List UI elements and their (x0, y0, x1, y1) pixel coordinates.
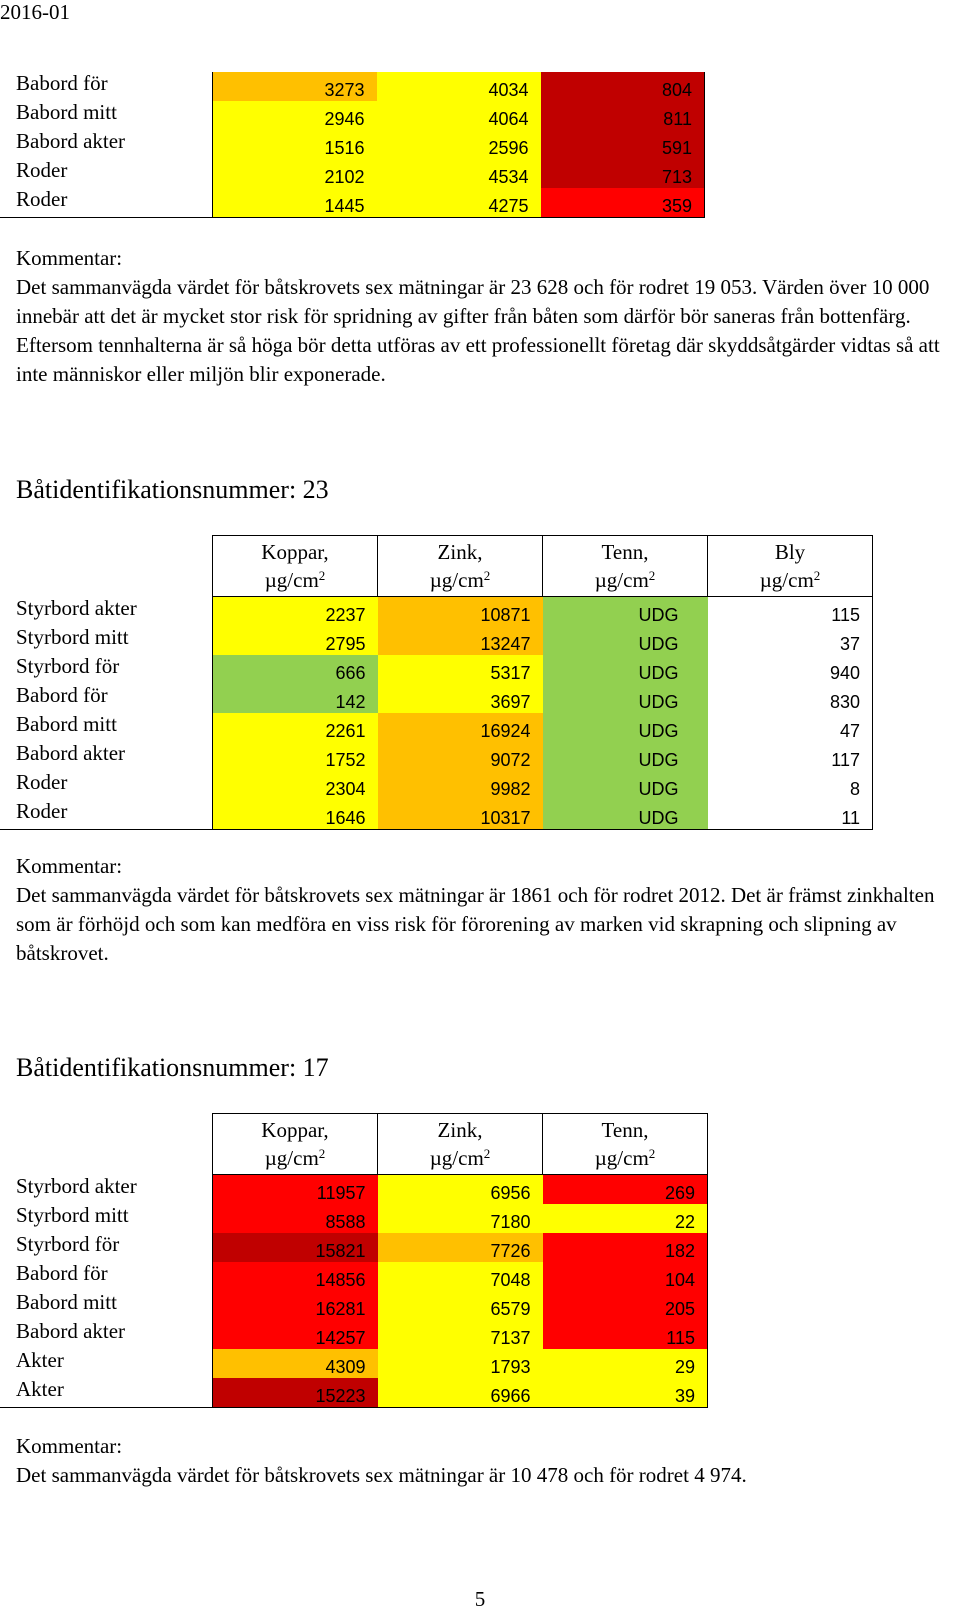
row-label: Styrbord akter (16, 595, 137, 620)
value-cell: 940 (708, 655, 873, 684)
row-label: Babord akter (16, 740, 126, 765)
column-header-unit (708, 566, 872, 594)
value-cell: 3273 (213, 72, 377, 101)
value-cell: 1752 (213, 742, 378, 771)
row-label: Styrbord akter (16, 1173, 137, 1198)
value-cell: 6966 (378, 1378, 543, 1408)
column-header-unit (213, 1144, 377, 1172)
comment-text: Det sammanvägda värdet för båtskrovets sex mätningar är 10 478 och för rodret 4 974. (16, 1463, 747, 1487)
value-cell: 5317 (378, 655, 543, 684)
measurement-table-boat-17 (0, 1113, 708, 1408)
value-cell: 3697 (378, 684, 543, 713)
boat-id-heading-23: Båtidentifikationsnummer: 23 (16, 475, 329, 504)
measurement-table-boat-23 (0, 535, 873, 830)
table-row (0, 1320, 708, 1349)
column-header-name: Zink, (437, 540, 483, 564)
value-cell: UDG (543, 626, 708, 655)
table-row (0, 101, 705, 130)
value-cell: 2261 (213, 713, 378, 742)
comment-block-2 (16, 852, 946, 968)
unit-exponent: 2 (648, 1146, 656, 1161)
value-cell: UDG (543, 800, 708, 830)
unit-exponent: 2 (318, 568, 326, 583)
column-header (378, 536, 543, 597)
value-cell: 14257 (213, 1320, 378, 1349)
row-label: Styrbord mitt (16, 624, 129, 649)
unit-exponent: 2 (318, 1146, 326, 1161)
value-cell: 8588 (213, 1204, 378, 1233)
value-cell: 1793 (378, 1349, 543, 1378)
row-label: Akter (16, 1347, 64, 1372)
row-label: Roder (0, 800, 213, 830)
table-row (0, 1204, 708, 1233)
column-header-name: Koppar, (261, 540, 329, 564)
value-cell: 2237 (213, 597, 378, 626)
value-cell: 37 (708, 626, 873, 655)
value-cell: 4064 (377, 101, 541, 130)
row-label: Babord för (16, 1260, 108, 1285)
row-label: Babord mitt (16, 1289, 117, 1314)
comment-block-1 (16, 244, 946, 389)
value-cell: 16924 (378, 713, 543, 742)
value-cell: 6956 (378, 1175, 543, 1204)
value-cell: 142 (213, 684, 378, 713)
value-cell: 7180 (378, 1204, 543, 1233)
value-cell: 804 (541, 72, 705, 101)
value-cell: 830 (708, 684, 873, 713)
value-cell: 1516 (213, 130, 377, 159)
value-cell: 10317 (378, 800, 543, 830)
column-header-name: Tenn, (601, 540, 649, 564)
column-header-name: Zink, (437, 1118, 483, 1142)
value-cell: 10871 (378, 597, 543, 626)
value-cell: UDG (543, 684, 708, 713)
table-row (0, 1378, 708, 1408)
value-cell: 666 (213, 655, 378, 684)
table-row (0, 159, 705, 188)
value-cell: 4534 (377, 159, 541, 188)
unit-exponent: 2 (483, 1146, 491, 1161)
value-cell: UDG (543, 597, 708, 626)
value-cell: 117 (708, 742, 873, 771)
header-corner (0, 1114, 213, 1175)
value-cell: 1646 (213, 800, 378, 830)
value-cell: 1445 (213, 188, 377, 218)
row-label: Babord för (16, 71, 108, 95)
page-number: 5 (474, 1587, 486, 1611)
value-cell: 7726 (378, 1233, 543, 1262)
value-cell: 2795 (213, 626, 378, 655)
column-header-unit (213, 566, 377, 594)
row-label: Babord mitt (16, 100, 117, 124)
value-cell: 2102 (213, 159, 377, 188)
row-label: Styrbord mitt (16, 1202, 129, 1227)
value-cell: 15223 (213, 1378, 378, 1408)
table-row (0, 626, 873, 655)
value-cell: 115 (543, 1320, 708, 1349)
row-label: Roder (16, 158, 68, 182)
table-row (0, 597, 873, 626)
value-cell: UDG (543, 742, 708, 771)
column-header-name: Tenn, (601, 1118, 649, 1142)
table-row (0, 130, 705, 159)
table-row (0, 1262, 708, 1291)
comment-text: Det sammanvägda värdet för båtskrovets sex mätningar är 1861 och för rodret 2012. Det är främst zinkhalten som är förhöjd och som kan medföra en viss risk för förorening av marken vid skrapning och slipning av båtskrovet. (16, 883, 935, 965)
value-cell: 115 (708, 597, 873, 626)
value-cell: 2946 (213, 101, 377, 130)
table-row (0, 188, 705, 218)
unit-exponent: 2 (483, 568, 491, 583)
value-cell: 11957 (213, 1175, 378, 1204)
unit-exponent: 2 (648, 568, 656, 583)
value-cell: 47 (708, 713, 873, 742)
boat-id-heading-17: Båtidentifikationsnummer: 17 (16, 1053, 329, 1082)
value-cell: 4275 (377, 188, 541, 218)
row-label: Roder (0, 188, 213, 218)
table-row (0, 1175, 708, 1204)
value-cell: UDG (543, 713, 708, 742)
table-row (0, 713, 873, 742)
value-cell: 15821 (213, 1233, 378, 1262)
table-row (0, 1349, 708, 1378)
value-cell: 11 (708, 800, 873, 830)
comment-text: Det sammanvägda värdet för båtskrovets sex mätningar är 23 628 och för rodret 19 053. Värden över 10 000 innebär att det är mycket stor risk för spridning av gifter från båten som därför bör saneras från bottenfärg. Eftersom tennhalterna är så höga bör detta utföras av ett professionellt företag där skyddsåtgärder vidtas så att inte människor eller miljön blir exponerade. (16, 275, 940, 386)
row-label: Styrbord för (16, 653, 120, 678)
value-cell: 2596 (377, 130, 541, 159)
value-cell: 269 (543, 1175, 708, 1204)
table-row (0, 742, 873, 771)
unit-text: µg/cm (759, 568, 814, 592)
value-cell: 7048 (378, 1262, 543, 1291)
row-label: Akter (0, 1378, 213, 1408)
page-date: 2016-01 (0, 0, 70, 24)
value-cell: UDG (543, 655, 708, 684)
column-header (213, 1114, 378, 1175)
column-header (213, 536, 378, 597)
column-header (378, 1114, 543, 1175)
value-cell: 14856 (213, 1262, 378, 1291)
row-label: Roder (16, 769, 68, 794)
header-corner (0, 536, 213, 597)
value-cell: 4309 (213, 1349, 378, 1378)
value-cell: 29 (543, 1349, 708, 1378)
unit-text: µg/cm (429, 568, 484, 592)
comment-label: Kommentar: (16, 854, 123, 878)
measurement-table-continued (0, 72, 705, 218)
row-label: Styrbord för (16, 1231, 120, 1256)
value-cell: 713 (541, 159, 705, 188)
comment-block-3 (16, 1432, 946, 1490)
table-row (0, 1291, 708, 1320)
unit-text: µg/cm (264, 568, 319, 592)
comment-label: Kommentar: (16, 1434, 123, 1458)
value-cell: 104 (543, 1262, 708, 1291)
row-label: Babord mitt (16, 711, 117, 736)
value-cell: 205 (543, 1291, 708, 1320)
value-cell: 22 (543, 1204, 708, 1233)
table-row (0, 771, 873, 800)
value-cell: 591 (541, 130, 705, 159)
column-header-unit (378, 1144, 542, 1172)
column-header-name: Koppar, (261, 1118, 329, 1142)
value-cell: 2304 (213, 771, 378, 800)
column-header-unit (543, 566, 707, 594)
column-header (708, 536, 873, 597)
table-row (0, 800, 873, 830)
unit-exponent: 2 (813, 568, 821, 583)
value-cell: 13247 (378, 626, 543, 655)
column-header-unit (543, 1144, 707, 1172)
row-label: Babord akter (16, 129, 126, 153)
column-header (543, 1114, 708, 1175)
table-row (0, 655, 873, 684)
unit-text: µg/cm (264, 1146, 319, 1170)
row-label: Babord akter (16, 1318, 126, 1343)
value-cell: 9072 (378, 742, 543, 771)
value-cell: 6579 (378, 1291, 543, 1320)
value-cell: 16281 (213, 1291, 378, 1320)
column-header-unit (378, 566, 542, 594)
value-cell: 8 (708, 771, 873, 800)
comment-label: Kommentar: (16, 246, 123, 270)
table-row (0, 684, 873, 713)
value-cell: 811 (541, 101, 705, 130)
table-row (0, 1233, 708, 1262)
value-cell: 359 (541, 188, 705, 218)
value-cell: 182 (543, 1233, 708, 1262)
column-header (543, 536, 708, 597)
column-header-name: Bly (774, 540, 806, 564)
value-cell: 9982 (378, 771, 543, 800)
unit-text: µg/cm (594, 568, 649, 592)
table-row (0, 72, 705, 101)
unit-text: µg/cm (594, 1146, 649, 1170)
value-cell: 4034 (377, 72, 541, 101)
value-cell: 39 (543, 1378, 708, 1408)
value-cell: UDG (543, 771, 708, 800)
unit-text: µg/cm (429, 1146, 484, 1170)
value-cell: 7137 (378, 1320, 543, 1349)
row-label: Babord för (16, 682, 108, 707)
